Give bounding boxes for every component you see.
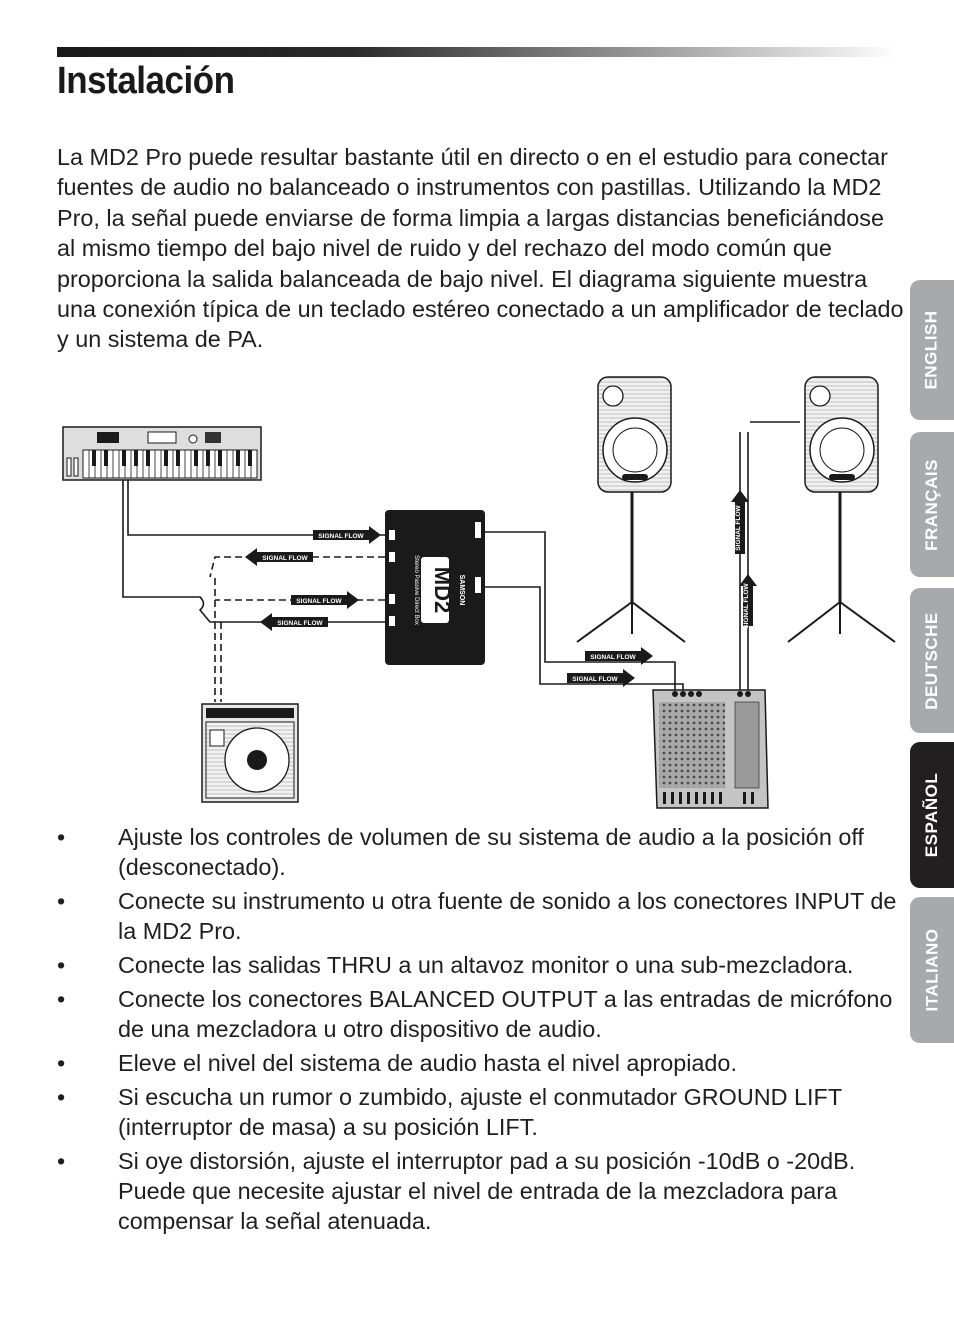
keyboard-amplifier-icon — [202, 704, 298, 802]
mixer-icon — [653, 690, 768, 808]
signal-flow-label: SIGNAL FLOW — [318, 533, 364, 540]
tab-italiano[interactable] — [910, 897, 954, 1043]
tab-espanol-label: ESPAÑOL — [922, 772, 942, 858]
list-item-text: Conecte los conectores BALANCED OUTPUT a las entradas de micrófono de una mezcladora u otro dispositivo de audio. — [118, 986, 893, 1042]
top-rule — [57, 47, 897, 57]
signal-flow-arrow-3 — [291, 591, 359, 609]
keyboard-icon — [63, 427, 261, 480]
list-item — [57, 886, 897, 946]
bullet-marker: • — [57, 824, 66, 850]
speaker-right-icon — [788, 377, 895, 642]
device-brand: SAMSON — [458, 574, 465, 606]
intro-paragraph: La MD2 Pro puede resultar bastante útil en directo o en el estudio para conectar fuentes de audio no balanceado o instrumentos con pastillas. Utilizando la MD2 Pro, la señal puede enviarse de forma limpia a largas distancias beneficiándose al mismo tiempo del bajo nivel de ruido y del rechazo del modo común que proporciona la salida balanceada de bajo nivel. El diagrama siguiente muestra una conexión típica de un teclado estéreo conectado a un amplificador de teclado y un sistema de PA. — [57, 144, 904, 353]
list-item — [57, 822, 897, 882]
signal-flow-label: SIGNAL FLOW — [296, 598, 342, 605]
list-item-text: Conecte las salidas THRU a un altavoz monitor o una sub-mezcladora. — [118, 952, 854, 978]
signal-flow-label: SIGNAL FLOW — [735, 505, 742, 551]
list-item-text: Si escucha un rumor o zumbido, ajuste el conmutador GROUND LIFT (interruptor de masa) a su posición LIFT. — [118, 1084, 842, 1140]
speaker-left-icon — [577, 377, 685, 642]
list-item-text: Eleve el nivel del sistema de audio hasta el nivel apropiado. — [118, 1050, 737, 1076]
list-item-text: Ajuste los controles de volumen de su sistema de audio a la posición off (desconectado). — [118, 824, 864, 880]
connection-diagram — [55, 372, 905, 812]
bullet-marker: • — [57, 1084, 66, 1110]
tab-espanol[interactable] — [910, 742, 954, 888]
list-item — [57, 1048, 897, 1078]
list-item-text: Si oye distorsión, ajuste el interruptor pad a su posición -10dB o -20dB. Puede que necesite ajustar el nivel de entrada de la mezcladora para compensar la señal atenuada. — [118, 1148, 856, 1234]
bullet-marker: • — [57, 1148, 66, 1174]
signal-flow-label: SIGNAL FLOW — [743, 583, 750, 629]
bullet-marker: • — [57, 1050, 66, 1076]
signal-flow-label: SIGNAL FLOW — [277, 620, 323, 627]
page-title: Instalación — [57, 60, 235, 102]
md2-pro-device — [385, 510, 485, 665]
signal-flow-arrow-4 — [260, 613, 328, 631]
list-item — [57, 1146, 897, 1236]
signal-flow-arrow-2 — [245, 548, 313, 566]
tab-english-label: ENGLISH — [922, 310, 941, 390]
tab-francais[interactable] — [910, 432, 954, 577]
tab-francais-label: FRANÇAIS — [922, 458, 941, 551]
signal-flow-arrow-8 — [739, 574, 757, 629]
list-item — [57, 984, 897, 1044]
list-item — [57, 1082, 897, 1142]
signal-flow-label: SIGNAL FLOW — [590, 654, 636, 661]
tab-deutsche-label: DEUTSCHE — [922, 611, 942, 710]
signal-flow-arrow-7 — [731, 490, 749, 554]
list-item — [57, 950, 897, 980]
tab-italiano-label: ITALIANO — [922, 928, 942, 1012]
tab-deutsche[interactable] — [910, 588, 954, 733]
signal-flow-label: SIGNAL FLOW — [572, 676, 618, 683]
device-logo: MD2 — [430, 566, 455, 614]
device-caption: Stereo Passive Direct Box — [413, 555, 419, 625]
signal-flow-arrow-1 — [313, 526, 381, 544]
signal-flow-label: SIGNAL FLOW — [262, 555, 308, 562]
list-item-text: Conecte su instrumento u otra fuente de sonido a los conectores INPUT de la MD2 Pro. — [118, 888, 897, 944]
tab-english[interactable] — [910, 280, 954, 420]
bullet-marker: • — [57, 952, 66, 978]
bullet-marker: • — [57, 888, 66, 914]
instructions-list — [57, 822, 897, 1240]
bullet-marker: • — [57, 986, 66, 1012]
